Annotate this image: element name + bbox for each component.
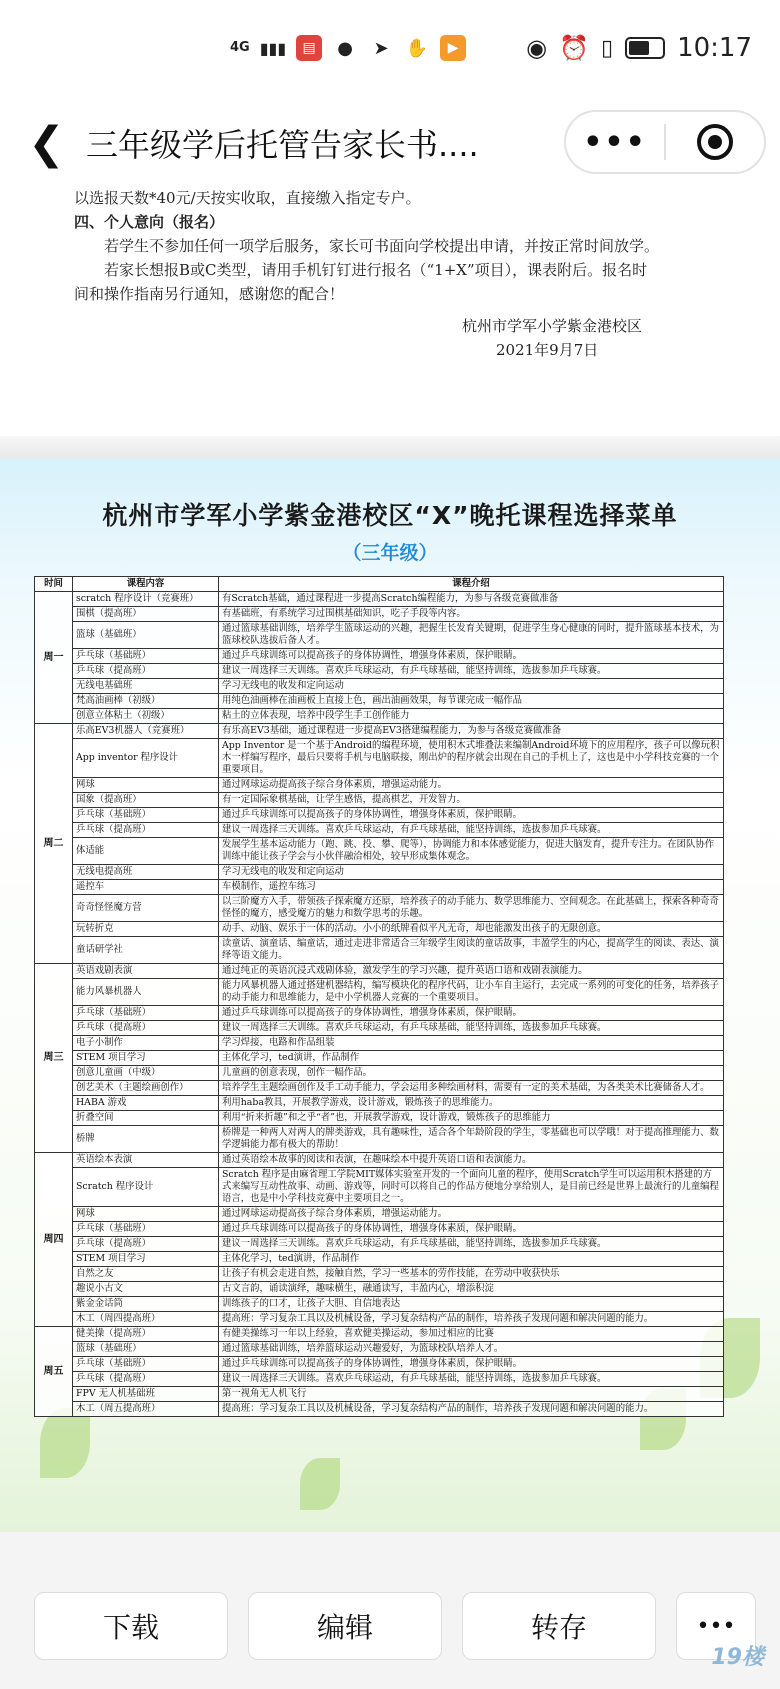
table-row — [35, 808, 724, 823]
course-intro-cell: 通过篮球基础训练，培养篮球运动兴趣爱好，为篮球校队培养人才。 — [219, 1342, 724, 1357]
table-row — [35, 1207, 724, 1222]
course-name-cell: 奇奇怪怪魔方营 — [73, 895, 219, 922]
course-name-cell: 乒乓球（提高班） — [73, 823, 219, 838]
table-row — [35, 1312, 724, 1327]
table-row — [35, 922, 724, 937]
course-intro-cell: 儿童画的创意表现，创作一幅作品。 — [219, 1066, 724, 1081]
course-name-cell: 折叠空间 — [73, 1111, 219, 1126]
course-intro-cell: 能力风暴机器人通过搭建机器结构，编写模块化的程序代码，让小车自主运行，去完成一系列的可变化的任务，培养孩子的动手能力和思维能力，是中小学机器人竞赛的一个重要项目。 — [219, 979, 724, 1006]
course-name-cell: 创意立体粘土（初级） — [73, 709, 219, 724]
doc-date: 2021年9月7日 — [496, 341, 599, 359]
course-name-cell: STEM 项目学习 — [73, 1051, 219, 1066]
course-intro-cell: 通过乒乓球训练可以提高孩子的身体协调性，增强身体素质，保护眼睛。 — [219, 808, 724, 823]
doc-line: 以选报天数*40元/天按实收取，直接缴入指定专户。 — [74, 189, 421, 207]
table-header-row — [35, 577, 724, 592]
course-intro-cell: 主体化学习，ted演讲，作品制作 — [219, 1252, 724, 1267]
course-name-cell: 无线电基础班 — [73, 679, 219, 694]
network-type: 4G — [230, 40, 250, 55]
more-button[interactable]: ••• — [676, 1592, 756, 1660]
download-button[interactable]: 下载 — [34, 1592, 228, 1660]
table-row — [35, 709, 724, 724]
table-row — [35, 1168, 724, 1207]
course-intro-cell: 主体化学习，ted演讲，作品制作 — [219, 1051, 724, 1066]
table-row — [35, 793, 724, 808]
table-row — [35, 1252, 724, 1267]
course-name-cell: 能力风暴机器人 — [73, 979, 219, 1006]
table-row — [35, 964, 724, 979]
course-name-cell: 乒乓球（基础班） — [73, 1006, 219, 1021]
course-name-cell: 玩转折克 — [73, 922, 219, 937]
course-intro-cell: 通过篮球基础训练，培养学生篮球运动的兴趣，把握生长发育关键期，促进学生身心健康的同时，提升篮球基本技术，为篮球校队选拔后备人才。 — [219, 622, 724, 649]
course-intro-cell: 通过乒乓球训练可以提高孩子的身体协调性，增强身体素质，保护眼睛。 — [219, 1006, 724, 1021]
table-row — [35, 1372, 724, 1387]
status-right — [526, 33, 752, 63]
table-row — [35, 1327, 724, 1342]
course-intro-cell: 通过英语绘本故事的阅读和表演，在趣味绘本中提升英语口语和表演能力。 — [219, 1153, 724, 1168]
course-intro-cell: 利用“折来折趣”和之乎“者”也，开展教学游戏，设计游戏，锻炼孩子的思维能力 — [219, 1111, 724, 1126]
course-intro-cell: App Inventor 是一个基于Android的编程环境，使用积木式堆叠法来编制Android环境下的应用程序，孩子可以像玩积木一样编写程序，最后只要将手机与电脑联接，刚出炉的程序就会出现在自己的手机上了，这也是中小学科技竞赛的一个重要项目。 — [219, 739, 724, 778]
table-row — [35, 1036, 724, 1051]
document-page-1 — [0, 186, 780, 436]
course-name-cell: 乒乓球（提高班） — [73, 664, 219, 679]
course-intro-cell: 建议一周选择三天训练。喜欢乒乓球运动，有乒乓球基础，能坚持训练，选拔参加乒乓球赛。 — [219, 1021, 724, 1036]
course-name-cell: 趣说小古文 — [73, 1282, 219, 1297]
course-intro-cell: 有乐高EV3基础，通过课程进一步提高EV3搭建编程能力，为参与各级竞赛做准备 — [219, 724, 724, 739]
table-row — [35, 607, 724, 622]
course-name-cell: 乒乓球（基础班） — [73, 1222, 219, 1237]
watermark: 19楼 — [711, 1645, 764, 1670]
table-row — [35, 622, 724, 649]
course-name-cell: HABA 游戏 — [73, 1096, 219, 1111]
status-bar — [0, 0, 780, 96]
table-row — [35, 1021, 724, 1036]
course-name-cell: 梵高油画棒（初级） — [73, 694, 219, 709]
course-intro-cell: 让孩子有机会走进自然，接触自然，学习一些基本的劳作技能，在劳动中收获快乐 — [219, 1267, 724, 1282]
course-name-cell: 乐高EV3机器人（竞赛班） — [73, 724, 219, 739]
course-name-cell: 乒乓球（提高班） — [73, 1372, 219, 1387]
more-options-button[interactable]: ••• — [583, 124, 647, 160]
page-title: 三年级学后托管告家长书.... — [86, 126, 479, 164]
poster-title: 杭州市学军小学紫金港校区“X”晚托课程选择菜单 — [102, 501, 678, 530]
course-name-cell: 桥牌 — [73, 1126, 219, 1153]
course-name-cell: Scratch 程序设计 — [73, 1168, 219, 1207]
hand-icon: ✋ — [405, 37, 429, 59]
doc-line: 间和操作指南另行通知，感谢您的配合！ — [74, 285, 345, 303]
course-intro-cell: 提高班：学习复杂工具以及机械设备，学习复杂结构产品的制作，培养孩子发现问题和解决问题的能力。 — [219, 1402, 724, 1417]
course-name-cell: 乒乓球（基础班） — [73, 808, 219, 823]
course-name-cell: 乒乓球（提高班） — [73, 1021, 219, 1036]
doc-line: 若学生不参加任何一项学后服务，家长可书面向学校提出申请，并按正常时间放学。 — [104, 237, 660, 255]
title-bar — [0, 96, 780, 186]
day-cell: 周三 — [35, 964, 73, 1153]
course-intro-cell: 通过网球运动提高孩子综合身体素质，增强运动能力。 — [219, 1207, 724, 1222]
doc-line: 若家长想报B或C类型，请用手机钉钉进行报名（“1+X”项目），课表附后。报名时 — [104, 261, 648, 279]
battery-icon — [625, 37, 665, 59]
leaf-decoration — [300, 1458, 340, 1510]
course-name-cell: 创意儿童画（中级） — [73, 1066, 219, 1081]
table-row — [35, 1066, 724, 1081]
alarm-icon: ⏰ — [559, 34, 589, 62]
back-button[interactable] — [28, 118, 65, 169]
course-menu-poster — [0, 458, 780, 1532]
status-left — [230, 35, 466, 61]
doc-line: 四、个人意向（报名） — [74, 213, 225, 231]
chevron-left-icon: ❮ — [28, 118, 65, 169]
course-name-cell: 自然之友 — [73, 1267, 219, 1282]
course-intro-cell: 建议一周选择三天训练。喜欢乒乓球运动，有乒乓球基础，能坚持训练，选拔参加乒乓球赛。 — [219, 1372, 724, 1387]
course-intro-cell: 动手、动脑、娱乐于一体的活动。小小的纸牌看似平凡无奇，却也能激发出孩子的无限创意。 — [219, 922, 724, 937]
table-row — [35, 1051, 724, 1066]
mini-program-capsule — [564, 110, 766, 174]
course-intro-cell: 建议一周选择三天训练。喜欢乒乓球运动，有乒乓球基础，能坚持训练，选拔参加乒乓球赛。 — [219, 664, 724, 679]
course-name-cell: 无线电提高班 — [73, 865, 219, 880]
table-row — [35, 1282, 724, 1297]
video-app-icon: ▶ — [440, 35, 466, 61]
course-intro-cell: 通过乒乓球训练可以提高孩子的身体协调性，增强身体素质，保护眼睛。 — [219, 1357, 724, 1372]
header-course: 课程内容 — [73, 577, 219, 592]
target-icon — [697, 124, 733, 160]
course-name-cell: FPV 无人机基础班 — [73, 1387, 219, 1402]
course-intro-cell: 建议一周选择三天训练。喜欢乒乓球运动，有乒乓球基础，能坚持训练，选拔参加乒乓球赛。 — [219, 823, 724, 838]
course-intro-cell: 学习焊接，电路和作品组装 — [219, 1036, 724, 1051]
table-row — [35, 979, 724, 1006]
course-name-cell: App inventor 程序设计 — [73, 739, 219, 778]
table-row — [35, 1342, 724, 1357]
course-name-cell: 童话研学社 — [73, 937, 219, 964]
day-cell: 周五 — [35, 1327, 73, 1417]
table-row — [35, 880, 724, 895]
table-row — [35, 1081, 724, 1096]
table-row — [35, 664, 724, 679]
course-intro-cell: 训练孩子的口才，让孩子大胆、自信地表达 — [219, 1297, 724, 1312]
course-table — [34, 576, 724, 1417]
table-row — [35, 937, 724, 964]
course-name-cell: 乒乓球（基础班） — [73, 649, 219, 664]
course-intro-cell: 读童话、演童话、编童话，通过走进非常适合三年级学生阅读的童话故事，丰盈学生的内心，提高学生的阅读、表达、演绎等语文能力。 — [219, 937, 724, 964]
course-intro-cell: 利用haba教具，开展教学游戏，设计游戏，锻炼孩子的思维能力。 — [219, 1096, 724, 1111]
close-mini-program-button[interactable] — [666, 124, 764, 160]
clock: 10:17 — [677, 33, 752, 63]
table-row — [35, 1126, 724, 1153]
table-row — [35, 679, 724, 694]
table-row — [35, 649, 724, 664]
course-intro-cell: 建议一周选择三天训练。喜欢乒乓球运动，有乒乓球基础，能坚持训练，选拔参加乒乓球赛。 — [219, 1237, 724, 1252]
course-name-cell: 国象（提高班） — [73, 793, 219, 808]
doc-signature: 杭州市学军小学紫金港校区 — [462, 317, 643, 335]
table-row — [35, 724, 724, 739]
table-row — [35, 1111, 724, 1126]
table-row — [35, 778, 724, 793]
paper-plane-icon: ➤ — [373, 37, 389, 59]
table-row — [35, 1387, 724, 1402]
course-intro-cell: 培养学生主题绘画创作及手工动手能力，学会运用多种绘画材料，需要有一定的美术基础，为各类美术比赛储备人才。 — [219, 1081, 724, 1096]
header-time: 时间 — [35, 577, 73, 592]
table-row — [35, 1237, 724, 1252]
table-row — [35, 823, 724, 838]
course-name-cell: 木工（周四提高班） — [73, 1312, 219, 1327]
table-row — [35, 1153, 724, 1168]
course-name-cell: 篮球（基础班） — [73, 1342, 219, 1357]
course-name-cell: 创艺美术（主题绘画创作） — [73, 1081, 219, 1096]
course-name-cell: 体适能 — [73, 838, 219, 865]
poster-subtitle: （三年级） — [342, 542, 438, 564]
course-intro-cell: 桥牌是一种两人对两人的牌类游戏，具有趣味性，适合各个年龄阶段的学生，零基础也可以学哦！对于提高推理能力、数学逻辑能力都有极大的帮助！ — [219, 1126, 724, 1153]
course-table-body — [35, 592, 724, 1417]
course-intro-cell: 学习无线电的收发和定向运动 — [219, 679, 724, 694]
course-name-cell: 网球 — [73, 1207, 219, 1222]
save-to-button[interactable]: 转存 — [462, 1592, 656, 1660]
chat-bubble-icon: ● — [337, 37, 353, 59]
table-row — [35, 838, 724, 865]
course-name-cell: 英语戏剧表演 — [73, 964, 219, 979]
course-intro-cell: 有基础班，有系统学习过围棋基础知识，吃子手段等内容。 — [219, 607, 724, 622]
course-intro-cell: 提高班：学习复杂工具以及机械设备，学习复杂结构产品的制作，培养孩子发现问题和解决问题的能力。 — [219, 1312, 724, 1327]
course-intro-cell: Scratch 程序是由麻省理工学院MIT媒体实验室开发的一个面向儿童的程序，使用Scratch学生可以运用积木搭建的方式来编写互动性故事、动画、游戏等，同时可以将自己的作品方便地分享给别人，是目前已经是世界上最流行的儿童编程语言，也是中小学科技竞赛中主要项目之一。 — [219, 1168, 724, 1207]
course-intro-cell: 古文言韵，诵读演绎，趣味横生，融通读写，丰盈内心，增添积淀 — [219, 1282, 724, 1297]
course-intro-cell: 有一定国际象棋基础，让学生感悟，提高棋艺，开发智力。 — [219, 793, 724, 808]
header-intro: 课程介绍 — [219, 577, 724, 592]
day-cell: 周四 — [35, 1153, 73, 1327]
course-name-cell: 篮球（基础班） — [73, 622, 219, 649]
table-row — [35, 1402, 724, 1417]
course-intro-cell: 车模制作，遥控车练习 — [219, 880, 724, 895]
course-name-cell: 电子小制作 — [73, 1036, 219, 1051]
day-cell: 周二 — [35, 724, 73, 964]
course-intro-cell: 学习无线电的收发和定向运动 — [219, 865, 724, 880]
bottom-action-bar — [0, 1532, 780, 1689]
course-intro-cell: 用纯色油画棒在油画板上直接上色，画出油画效果，每节课完成一幅作品 — [219, 694, 724, 709]
day-cell: 周一 — [35, 592, 73, 724]
course-name-cell: STEM 项目学习 — [73, 1252, 219, 1267]
course-intro-cell: 有Scratch基础，通过课程进一步提高Scratch编程能力，为参与各级竞赛做准备 — [219, 592, 724, 607]
eye-icon: ◉ — [526, 34, 548, 62]
course-intro-cell: 通过乒乓球训练可以提高孩子的身体协调性，增强身体素质，保护眼睛。 — [219, 1222, 724, 1237]
course-name-cell: 紫金金话筒 — [73, 1297, 219, 1312]
course-intro-cell: 有健美操练习一年以上经验，喜欢健美操运动，参加过相应的比赛 — [219, 1327, 724, 1342]
course-name-cell: 网球 — [73, 778, 219, 793]
course-intro-cell: 通过纯正的英语沉浸式戏剧体验，激发学生的学习兴趣，提升英语口语和戏剧表演能力。 — [219, 964, 724, 979]
course-intro-cell: 通过乒乓球训练可以提高孩子的身体协调性，增强身体素质，保护眼睛。 — [219, 649, 724, 664]
table-row — [35, 1297, 724, 1312]
course-name-cell: 木工（周五提高班） — [73, 1402, 219, 1417]
course-name-cell: 乒乓球（基础班） — [73, 1357, 219, 1372]
table-row — [35, 865, 724, 880]
course-name-cell: 乒乓球（提高班） — [73, 1237, 219, 1252]
course-name-cell: scratch 程序设计（竞赛班） — [73, 592, 219, 607]
course-intro-cell: 粘土的立体表现，培养中段学生手工创作能力 — [219, 709, 724, 724]
table-row — [35, 592, 724, 607]
signal-icon: ▮▮▮ — [259, 38, 287, 58]
table-row — [35, 1096, 724, 1111]
table-row — [35, 1006, 724, 1021]
edit-button[interactable]: 编辑 — [248, 1592, 442, 1660]
page-separator — [0, 436, 780, 458]
table-row — [35, 1222, 724, 1237]
table-row — [35, 1267, 724, 1282]
vibrate-icon: ▯ — [600, 35, 614, 61]
course-intro-cell: 第一视角无人机飞行 — [219, 1387, 724, 1402]
course-intro-cell: 以三阶魔方入手，带领孩子探索魔方还原，培养孩子的动手能力、数学思维能力、空间观念。在此基础上，探索各种奇奇怪怪的魔方，感受魔方的魅力和数学思考的乐趣。 — [219, 895, 724, 922]
course-name-cell: 围棋（提高班） — [73, 607, 219, 622]
book-app-icon: ▤ — [296, 35, 322, 61]
table-row — [35, 895, 724, 922]
table-row — [35, 1357, 724, 1372]
course-name-cell: 英语绘本表演 — [73, 1153, 219, 1168]
table-row — [35, 739, 724, 778]
course-intro-cell: 发展学生基本运动能力（跑、跳、投、攀、爬等），协调能力和本体感觉能力，促进大脑发育，提升专注力。在团队协作训练中能让孩子学会与小伙伴融洽相处，较早形成集体观念。 — [219, 838, 724, 865]
table-row — [35, 694, 724, 709]
course-name-cell: 遥控车 — [73, 880, 219, 895]
course-name-cell: 健美操（提高班） — [73, 1327, 219, 1342]
leaf-decoration — [40, 1408, 90, 1478]
course-intro-cell: 通过网球运动提高孩子综合身体素质，增强运动能力。 — [219, 778, 724, 793]
